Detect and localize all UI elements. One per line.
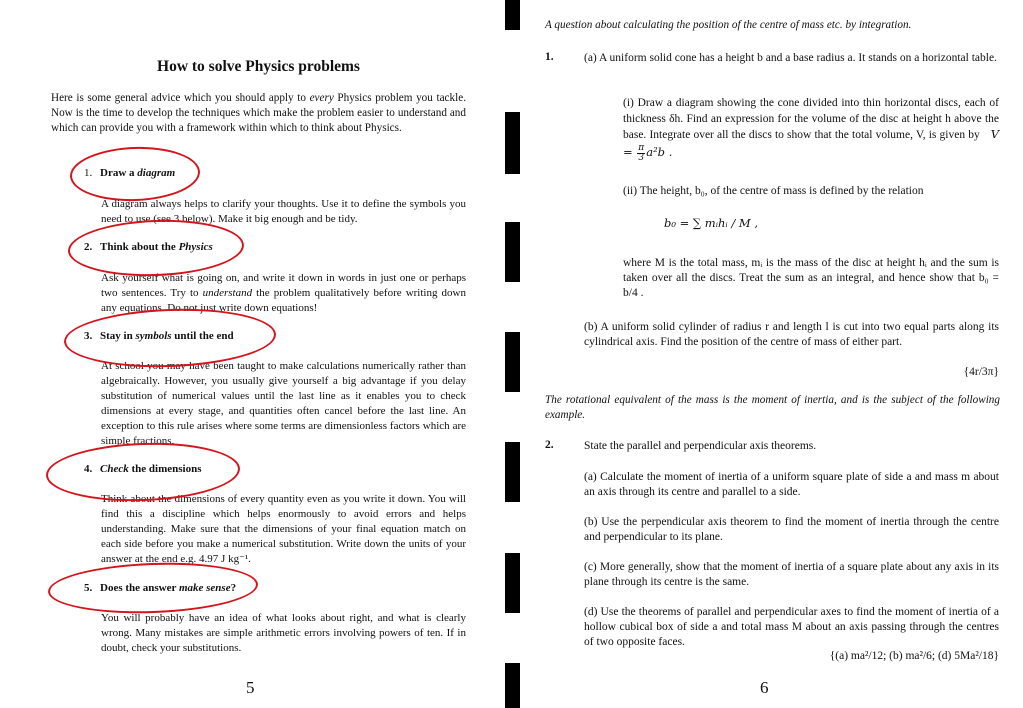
section-heading-4: 4. Check the dimensions [84, 463, 202, 475]
binding-mark [505, 112, 520, 174]
page-title: How to solve Physics problems [157, 58, 360, 75]
section-body-3: At school you may have been taught to make calculations numerically rather than algebraically. However, you usually give yourself a big advantage if you delay substitution of numerical values until the last line as it enables you to check dimensions at every stage, and quantities often cancel before the last line. An exception to this rule arises where some terms are dimensionless factors which are simple fractions. [101, 360, 466, 447]
q1-part-ii-where: where M is the total mass, mᵢ is the mass of the disc at height hᵢ and the sum is taken over all the discs. Treat the sum as an integral, and hence show that b₀ = b/4 . [623, 257, 999, 299]
q1-part-i-text: (i) Draw a diagram showing the cone divided into thin horizontal discs, each of thickness δh. Find an expression for the volume of the disc at height h above the base. Integrate over all the discs to show that the total volume, V, is given by [623, 97, 999, 141]
section-body-1: A diagram always helps to clarify your thoughts. Use it to define the symbols you need to use (see 3 below). Make it big enough and be tidy. [101, 198, 466, 225]
question-2-number: 2. [545, 439, 554, 451]
binding-mark [505, 442, 520, 502]
binding-mark [505, 553, 520, 613]
page-number-right: 6 [760, 678, 769, 697]
binding-mark [505, 332, 520, 392]
q2-part-c: (c) More generally, show that the moment of inertia of a square plate about any axis in its plane through its centre is the same. [584, 561, 999, 588]
q1-answer: {4r/3π} [963, 366, 999, 378]
section-heading-1: 1. Draw a diagram [84, 167, 176, 179]
section-body-4: Think about the dimensions of every quantity even as you write it down. You will find this a discipline which helps enormously to avoid errors and helps understanding. Make sure that the dimensions of your final equation match on each side before you make a numerical substitution. Write down the units of your answer at the end e.g. 4.97 J kg⁻¹. [101, 493, 466, 565]
q2-part-a: (a) Calculate the moment of inertia of a uniform square plate of side a and mass m about an axis through its centre and parallel to a side. [584, 471, 999, 498]
section-body-2: Ask yourself what is going on, and write it down in words in just one or perhaps two sentences. Try to understand the problem qualitatively before writing down any equations. Do not just write down equations! [101, 272, 466, 314]
page-number-left: 5 [246, 678, 255, 697]
intro-paragraph: Here is some general advice which you should apply to every Physics problem you tackle. Now is the time to develop the techniques which make the problem easier to understand and which can provide you with a framework within which to think about Physics. [51, 92, 466, 134]
volume-formula: V = $\frac{\pi}{3}$ a²b . [623, 127, 1000, 163]
q2-part-d: (d) Use the theorems of parallel and perpendicular axes to find the moment of inertia of a hollow cubical box of side a and total mass M about an axis passing through the centres of two opposite faces. [584, 606, 999, 648]
binding-mark [505, 0, 520, 30]
centre-of-mass-formula: b₀ = ∑ mᵢhᵢ / M , [664, 216, 758, 230]
q2-stem: State the parallel and perpendicular axis theorems. [584, 440, 817, 452]
right-intro-2: The rotational equivalent of the mass is the moment of inertia, and is the subject of the following example. [545, 394, 1000, 421]
q1-part-b: (b) A uniform solid cylinder of radius r and length l is cut into two equal parts along its cylindrical axis. Find the position of the centre of mass of either part. [584, 321, 999, 348]
section-heading-2: 2. Think about the Physics [84, 241, 213, 253]
question-1-number: 1. [545, 51, 554, 63]
q1-part-a: (a) A uniform solid cone has a height b and a base radius a. It stands on a horizontal table. [584, 52, 997, 64]
section-heading-3: 3. Stay in symbols until the end [84, 330, 234, 342]
q1-part-i [623, 96, 999, 163]
right-intro: A question about calculating the position of the centre of mass etc. by integration. [545, 19, 912, 31]
q1-part-ii: (ii) The height, b₀, of the centre of mass is defined by the relation [623, 185, 924, 197]
section-body-5: You will probably have an idea of what looks about right, and what is clearly wrong. Many mistakes are simple arithmetic errors involving powers of ten. If in doubt, check your substitutions. [101, 612, 466, 654]
binding-mark [505, 222, 520, 282]
binding-mark [505, 663, 520, 708]
q2-answers: {(a) ma²/12; (b) ma²/6; (d) 5Ma²/18} [829, 650, 999, 662]
section-heading-5: 5. Does the answer make sense? [84, 582, 237, 594]
q2-part-b: (b) Use the perpendicular axis theorem to find the moment of inertia through the centre and perpendicular to its plane. [584, 516, 999, 543]
